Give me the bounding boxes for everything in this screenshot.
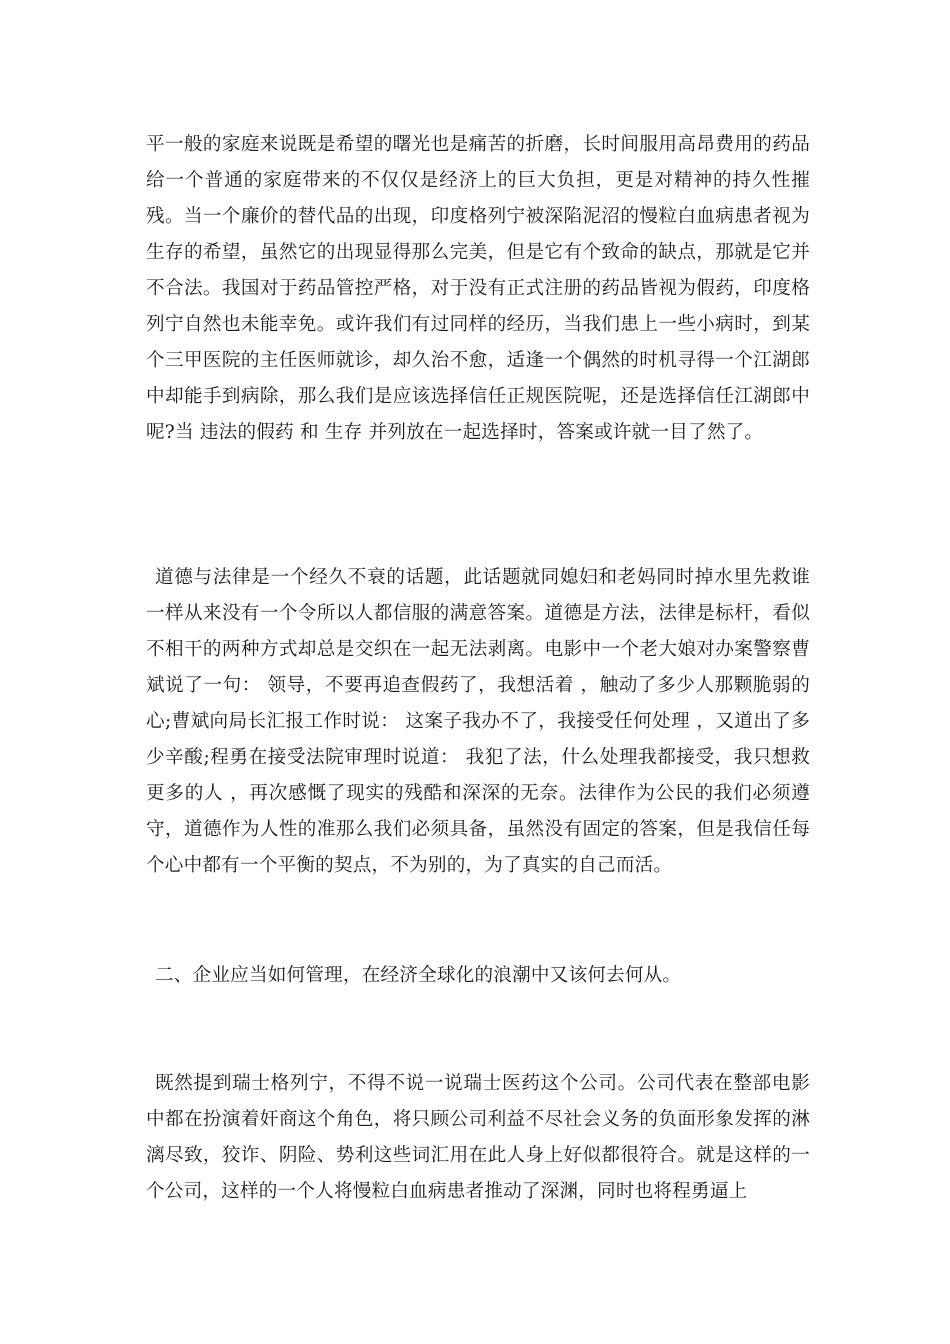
paragraph-morality-and-law: 道德与法律是一个经久不衰的话题，此话题就同媳妇和老妈同时掉水里先救谁一样从来没有一个令所以人都信服的满意答案。道德是方法，法律是标杆，看似不相干的两种方式却总是交织在一起无法剥离。电影中一个老大娘对办案警察曹斌说了一句： 领导，不要再追查假药了，我想活着 ，触动了多少人那颗脆弱的心;曹斌向局长汇报工作时说： 这案子我办不了，我接受任何处理 ，又道出了多少辛酸;程勇在接受法院审理时说道： 我犯了法，什么处理我都接受，我只想救更多的人 ，再次感慨了现实的残酷和深深的无奈。法律作为公民的我们必须遵守，道德作为人性的准那么我们必须具备，虽然没有固定的答案，但是我信任每个心中都有一个平衡的契点，不为别的，为了真实的自己而活。 xyxy=(146,567,810,876)
paragraph-swiss-pharma-company: 既然提到瑞士格列宁，不得不说一说瑞士医药这个公司。公司代表在整部电影中都在扮演着奸商这个角色，将只顾公司利益不尽社会义务的负面形象发挥的淋漓尽致，狡诈、阴险、势利这些词汇用在此人身上好似都很符合。就是这样的一个公司，这样的一个人将慢粒白血病患者推动了深渊，同时也将程勇逼上 xyxy=(146,1073,810,1202)
section-heading-enterprise-management: 二、企业应当如何管理，在经济全球化的浪潮中又该何去何从。 xyxy=(155,965,682,986)
paragraph-drug-dilemma: 平一般的家庭来说既是希望的曙光也是痛苦的折磨，长时间服用高昂费用的药品给一个普通的家庭带来的不仅仅是经济上的巨大负担，更是对精神的持久性摧残。当一个廉价的替代品的出现，印度格列宁被深陷泥沼的慢粒白血病患者视为生存的希望，虽然它的出现显得那么完美，但是它有个致命的缺点，那就是它并不合法。我国对于药品管控严格，对于没有正式注册的药品皆视为假药，印度格列宁自然也未能幸免。或许我们有过同样的经历，当我们患上一些小病时，到某个三甲医院的主任医师就诊，却久治不愈，适逢一个偶然的时机寻得一个江湖郎中却能手到病除，那么我们是应该选择信任正规医院呢，还是选择信任江湖郎中呢?当 违法的假药 和 生存 并列放在一起选择时，答案或许就一目了然了。 xyxy=(146,134,810,443)
